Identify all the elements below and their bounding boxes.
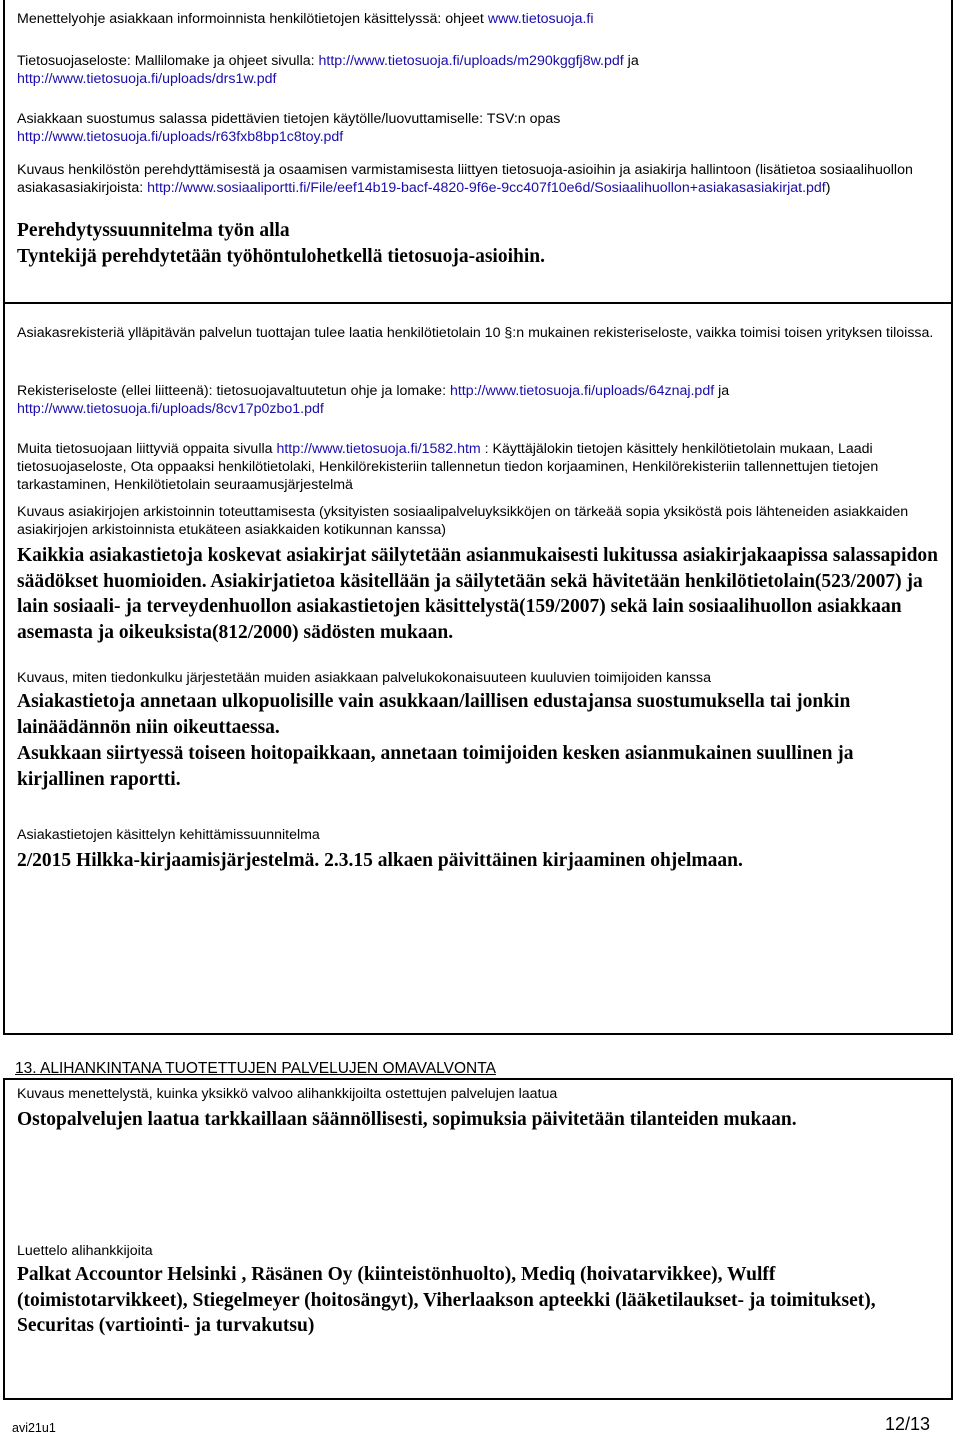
tietosuoja-link[interactable]: www.tietosuoja.fi	[487, 11, 594, 27]
ohje-8cv17p0zbo1-link[interactable]: http://www.tietosuoja.fi/uploads/8cv17p0zbo1.pdf	[17, 401, 324, 417]
alihankkijat-list: Palkat Accountor Helsinki , Räsänen Oy (kiinteistönhuolto), Mediq (hoivatarvikkee), Wulff (toimistotarvikkeet), Stiegelmeyer (hoitosängyt), Viherlaakson apteekki (lääketilaukset- ja toimitukset), Securitas (vartiointi- ja turvakutsu)	[17, 1264, 876, 1336]
valvonta-answer: Ostopalvelujen laatua tarkkaillaan säännöllisesti, sopimuksia päivitetään tilanteiden mukaan.	[17, 1109, 797, 1130]
register-section-box	[3, 302, 953, 1035]
page-number: 12/13	[884, 1414, 930, 1434]
tsv-opas-link[interactable]: http://www.tietosuoja.fi/uploads/r63fxb8bp1c8toy.pdf	[17, 129, 344, 145]
sosiaaliportti-link[interactable]: http://www.sosiaaliportti.fi/File/eef14b19-bacf-4820-9f6e-9cc407f10e6d/Sosiaalihuollon+asiakasasiakirjat.pdf	[147, 180, 826, 196]
oppaat-1582-link[interactable]: http://www.tietosuoja.fi/1582.htm	[276, 441, 481, 457]
kehittamissuunnitelma-label: Asiakastietojen käsittelyn kehittämissuunnitelma	[17, 827, 320, 843]
perehdytys-description: Kuvaus henkilöstön perehdyttämisestä ja osaamisen varmistamisesta liittyen tietosuoja-asioihin ja asiakirja hallintoon (lisätietoa sosiaalihuollon asiakasasiakirjoista: http://www.sosiaaliportti.fi/File/eef14b19-bacf-4820-9f6e-9cc407f10e6d/Sosiaalihuollon+asiakasasiakirjat.pdf)	[17, 162, 913, 196]
perehdytys-plan-text: Perehdytyssuunnitelma työn alla	[17, 220, 290, 241]
oppaat-paragraph: Muita tietosuojaan liittyviä oppaita sivulla http://www.tietosuoja.fi/1582.htm : Käyttäjälokin tietojen käsittely henkilötietolain mukaan, Laadi tietosuojaseloste, Ota oppaaksi henkilötietolaki, Henkilörekisteriin tallennetun tiedon korjaaminen, Henkilörekisteriin tallennettujen tietojen tarkastaminen, Henkilötietolain seuraamusjärjestelmä	[17, 441, 879, 493]
mallilomake-link[interactable]: http://www.tietosuoja.fi/uploads/m290kggfj8w.pdf	[318, 53, 624, 69]
tiedonkulku-answer-2: Asukkaan siirtyessä toiseen hoitopaikkaan, annetaan toimijoiden kesken asianmukainen suullinen ja kirjallinen raportti.	[17, 743, 854, 790]
subcontracting-section-box	[3, 1078, 953, 1400]
lomake-64znaj-link[interactable]: http://www.tietosuoja.fi/uploads/64znaj.pdf	[449, 383, 715, 399]
menettelyohje-line: Menettelyohje asiakkaan informoinnista henkilötietojen käsittelyssä: ohjeet www.tietosuoja.fi	[17, 11, 594, 27]
arkistointi-answer: Kaikkia asiakastietoja koskevat asiakirjat säilytetään asianmukaisesti lukitussa asiakirjakaapissa salassapidon säädökset huomioiden. Asiakirjatietoa käsitellään ja säilytetään sekä hävitetään henkilötietolain(523/2007) ja lain sosiaali- ja terveydenhuollon asiakastietojen käsittelystä(159/2007) sekä lain sosiaalihuollon asiakkaan asemasta ja oikeuksista(812/2000) sädösten mukaan.	[17, 545, 939, 643]
alihankkijat-label: Luettelo alihankkijoita	[17, 1243, 153, 1259]
rekisteri-paragraph: Asiakasrekisteriä ylläpitävän palvelun tuottajan tulee laatia henkilötietolain 10 §:n mukainen rekisteriseloste, vaikka toimisi toisen yrityksen tiloissa.	[17, 325, 934, 341]
drs1w-link[interactable]: http://www.tietosuoja.fi/uploads/drs1w.pdf	[17, 71, 277, 87]
info-section-box	[3, 0, 953, 304]
tiedonkulku-answer-1: Asiakastietoja annetaan ulkopuolisille vain asukkaan/laillisen edustajansa suostumuksella tai jonkin lainäädännön niin oikeuttaessa.	[17, 691, 851, 738]
suostumus-line: Asiakkaan suostumus salassa pidettävien tietojen käytölle/luovuttamiselle: TSV:n opas http://www.tietosuoja.fi/uploads/r63fxb8bp1c8toy.pdf	[17, 111, 561, 145]
arkistointi-description: Kuvaus asiakirjojen arkistoinnin toteuttamisesta (yksityisten sosiaalipalveluyksikköjen on tärkeää sopia yksiköstä pois lähteneiden asiakkaiden asiakirjojen arkistoinnista etukäteen asiakkaiden kotikunnan kanssa)	[17, 504, 909, 538]
document-id: avi21u1	[12, 1421, 56, 1435]
kehittamissuunnitelma-answer: 2/2015 Hilkka-kirjaamisjärjestelmä. 2.3.15 alkaen päivittäinen kirjaaminen ohjelmaan.	[17, 850, 743, 871]
rekisteriseloste-paragraph: Rekisteriseloste (ellei liitteenä): tietosuojavaltuutetun ohje ja lomake: http://www.tietosuoja.fi/uploads/64znaj.pdf ja http://www.tietosuoja.fi/uploads/8cv17p0zbo1.pdf	[17, 383, 730, 417]
valvonta-description: Kuvaus menettelystä, kuinka yksikkö valvoo alihankkijoilta ostettujen palvelujen laatua	[17, 1086, 558, 1102]
tiedonkulku-description: Kuvaus, miten tiedonkulku järjestetään muiden asiakkaan palvelukokonaisuuteen kuuluvien toimijoiden kanssa	[17, 670, 712, 686]
perehdytys-employee-text: Tyntekijä perehdytetään työhöntulohetkellä tietosuoja-asioihin.	[17, 246, 545, 267]
section-13-heading: 13. ALIHANKINTANA TUOTETTUJEN PALVELUJEN OMAVALVONTA	[15, 1060, 496, 1077]
tietosuojaseloste-line: Tietosuojaseloste: Mallilomake ja ohjeet sivulla: http://www.tietosuoja.fi/uploads/m290kggfj8w.pdf ja http://www.tietosuoja.fi/uploads/drs1w.pdf	[17, 53, 639, 87]
